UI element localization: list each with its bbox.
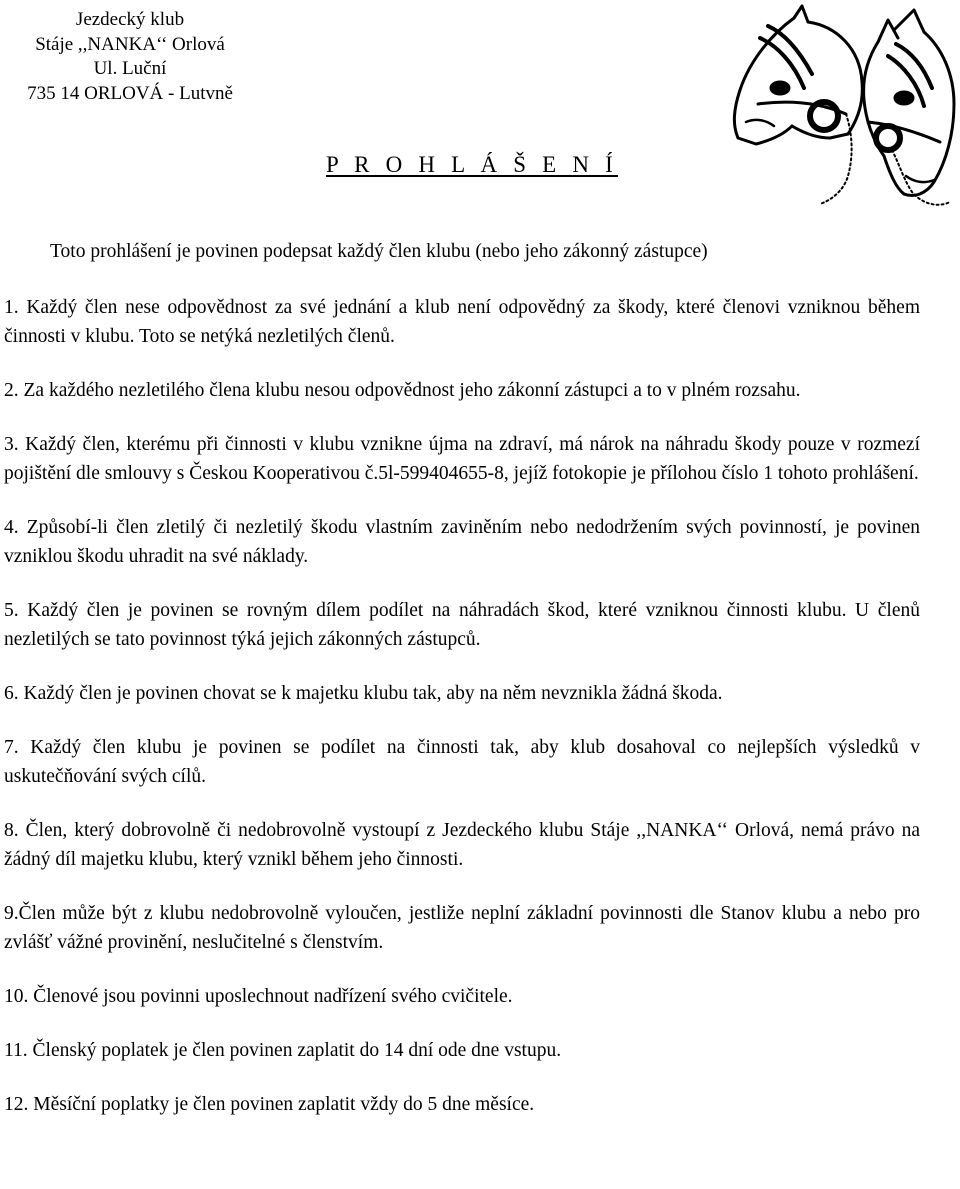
declaration-item: 11. Členský poplatek je člen povinen zaplatit do 14 dní ode dne vstupu. bbox=[4, 1040, 562, 1061]
declaration-item: 4. Způsobí-li člen zletilý či nezletilý škodu vlastním zaviněním nebo nedodržením svých povinností, je povinen vzniklou škodu uhradit na své náklady. bbox=[4, 517, 920, 567]
declaration-item: 10. Členové jsou povinni uposlechnout nadřízení svého cvičitele. bbox=[4, 986, 513, 1007]
declaration-item: 8. Člen, který dobrovolně či nedobrovolně vystoupí z Jezdeckého klubu Stáje ,,NANKA‘‘ Orlová, nemá právo na žádný díl majetku klubu, který vznikl během jeho činnosti. bbox=[4, 820, 920, 870]
club-name: Jezdecký klub bbox=[75, 9, 185, 30]
declaration-item: 12. Měsíční poplatky je člen povinen zaplatit vždy do 5 dne měsíce. bbox=[4, 1094, 535, 1115]
declaration-item: 2. Za každého nezletilého člena klubu nesou odpovědnost jeho zákonní zástupci a to v plném rozsahu. bbox=[4, 380, 801, 401]
declaration-item: 5. Každý člen je povinen se rovným dílem podílet na náhradách škod, které vzniknou činnosti klubu. U členů nezletilých se tato povinnost týká jejich zákonných zástupců. bbox=[4, 600, 920, 650]
declaration-item: 3. Každý člen, kterému při činnosti v klubu vznikne újma na zdraví, má nárok na náhradu škody pouze v rozmezí pojištění dle smlouvy s Českou Kooperativou č.5l-599404655-8, jejíž fotokopie je přílohou číslo 1 tohoto prohlášení. bbox=[4, 434, 920, 484]
club-stable-name: Stáje ,,NANKA‘‘ Orlová bbox=[35, 33, 225, 55]
declaration-item: 6. Každý člen je povinen chovat se k majetku klubu tak, aby na něm nevznikla žádná škoda. bbox=[4, 683, 723, 704]
club-street: Ul. Luční bbox=[93, 58, 167, 79]
declaration-item: 7. Každý člen klubu je povinen se podílet na činnosti tak, aby klub dosahoval co nejlepších výsledků v uskutečňování svých cílů. bbox=[4, 737, 920, 787]
declaration-item: 9.Člen může být z klubu nedobrovolně vyloučen, jestliže neplní základní povinnosti dle Stanov klubu a nebo pro zvlášť vážné provinění, neslučitelné s členstvím. bbox=[4, 903, 920, 953]
two-horse-heads-logo-icon bbox=[728, 4, 960, 212]
intro-text: Toto prohlášení je povinen podepsat každý člen klubu (nebo jeho zákonný zástupce) bbox=[50, 241, 708, 262]
declaration-items-list bbox=[4, 293, 920, 1144]
club-city: 735 14 ORLOVÁ - Lutvně bbox=[27, 82, 233, 104]
document-title: P R O H L Á Š E N Í bbox=[326, 152, 618, 177]
declaration-item: 1. Každý člen nese odpovědnost za své jednání a klub není odpovědný za škody, které členovi vzniknou během činnosti v klubu. Toto se netýká nezletilých členů. bbox=[4, 297, 920, 347]
club-address-header bbox=[0, 8, 260, 106]
